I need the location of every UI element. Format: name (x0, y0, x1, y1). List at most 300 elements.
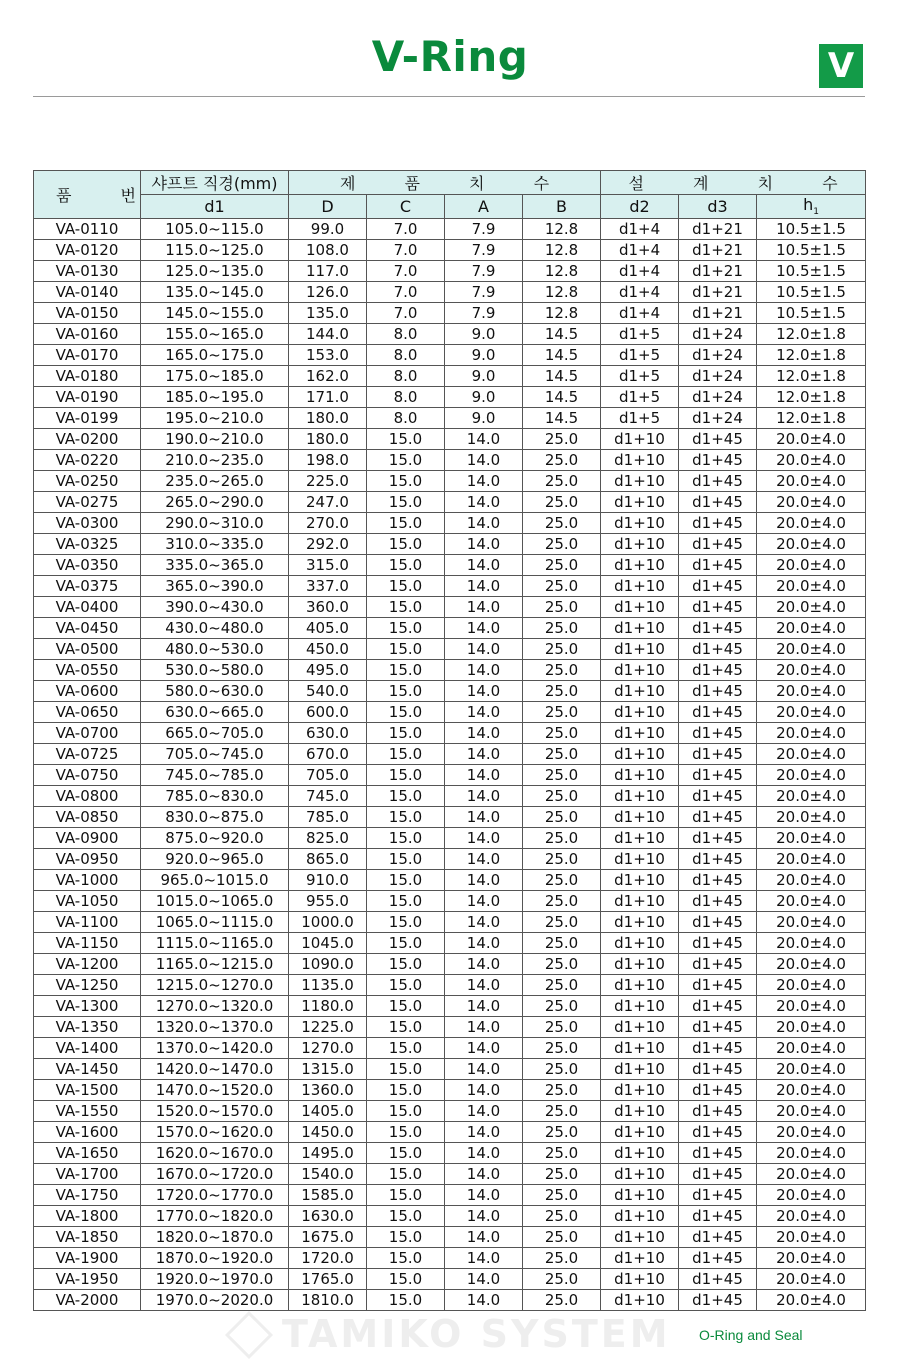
table-cell: 10.5±1.5 (757, 261, 866, 282)
table-cell: d1+10 (601, 639, 679, 660)
table-cell: 1520.0~1570.0 (141, 1101, 289, 1122)
table-cell: d1+24 (679, 387, 757, 408)
table-row (34, 471, 866, 492)
table-cell: 1765.0 (289, 1269, 367, 1290)
table-cell: d1+45 (679, 492, 757, 513)
table-cell: 1115.0~1165.0 (141, 933, 289, 954)
table-cell: d1+45 (679, 849, 757, 870)
table-cell: 310.0~335.0 (141, 534, 289, 555)
table-cell: 25.0 (523, 450, 601, 471)
brand-logo-icon: V (819, 44, 863, 88)
table-cell: d1+24 (679, 324, 757, 345)
table-cell: 1270.0~1320.0 (141, 996, 289, 1017)
table-cell: 7.9 (445, 282, 523, 303)
table-cell: d1+45 (679, 1164, 757, 1185)
table-cell: 25.0 (523, 597, 601, 618)
table-cell: 20.0±4.0 (757, 870, 866, 891)
table-cell: d1+10 (601, 954, 679, 975)
table-cell: 25.0 (523, 534, 601, 555)
table-cell: 25.0 (523, 1290, 601, 1311)
table-cell: 25.0 (523, 1080, 601, 1101)
table-cell: d1+24 (679, 408, 757, 429)
table-cell: 1065.0~1115.0 (141, 912, 289, 933)
header-D: D (289, 195, 367, 219)
table-cell: VA-0725 (34, 744, 141, 765)
table-cell: 20.0±4.0 (757, 576, 866, 597)
table-cell: 14.0 (445, 765, 523, 786)
table-cell: VA-1850 (34, 1227, 141, 1248)
table-row (34, 1038, 866, 1059)
table-row (34, 576, 866, 597)
table-cell: 20.0±4.0 (757, 660, 866, 681)
table-cell: 292.0 (289, 534, 367, 555)
table-cell: VA-1450 (34, 1059, 141, 1080)
table-row (34, 513, 866, 534)
table-cell: 7.0 (367, 303, 445, 324)
table-cell: 705.0 (289, 765, 367, 786)
table-cell: 14.0 (445, 639, 523, 660)
table-cell: 9.0 (445, 345, 523, 366)
table-cell: 1470.0~1520.0 (141, 1080, 289, 1101)
table-cell: 25.0 (523, 891, 601, 912)
table-cell: 630.0 (289, 723, 367, 744)
table-row (34, 429, 866, 450)
table-cell: 15.0 (367, 576, 445, 597)
table-cell: d1+45 (679, 1227, 757, 1248)
table-cell: 25.0 (523, 702, 601, 723)
table-cell: 14.0 (445, 576, 523, 597)
table-cell: 25.0 (523, 1206, 601, 1227)
table-cell: 20.0±4.0 (757, 912, 866, 933)
table-cell: VA-0350 (34, 555, 141, 576)
table-cell: VA-0199 (34, 408, 141, 429)
table-cell: 20.0±4.0 (757, 1185, 866, 1206)
table-cell: 25.0 (523, 1227, 601, 1248)
table-cell: d1+4 (601, 261, 679, 282)
table-row (34, 975, 866, 996)
table-row (34, 1143, 866, 1164)
table-cell: 180.0 (289, 429, 367, 450)
table-cell: d1+10 (601, 660, 679, 681)
table-cell: d1+45 (679, 807, 757, 828)
table-cell: 14.5 (523, 408, 601, 429)
table-cell: 920.0~965.0 (141, 849, 289, 870)
table-cell: d1+45 (679, 912, 757, 933)
table-cell: 25.0 (523, 492, 601, 513)
table-cell: VA-0130 (34, 261, 141, 282)
table-cell: 25.0 (523, 912, 601, 933)
table-cell: VA-0275 (34, 492, 141, 513)
table-cell: 1165.0~1215.0 (141, 954, 289, 975)
table-cell: 15.0 (367, 1290, 445, 1311)
table-cell: 25.0 (523, 1059, 601, 1080)
table-cell: VA-0140 (34, 282, 141, 303)
table-cell: 1370.0~1420.0 (141, 1038, 289, 1059)
table-cell: d1+21 (679, 219, 757, 240)
table-cell: d1+45 (679, 1122, 757, 1143)
table-cell: 14.0 (445, 1290, 523, 1311)
table-cell: d1+45 (679, 1080, 757, 1101)
table-cell: 20.0±4.0 (757, 891, 866, 912)
table-cell: 10.5±1.5 (757, 219, 866, 240)
table-cell: 540.0 (289, 681, 367, 702)
table-cell: 14.0 (445, 1164, 523, 1185)
table-cell: 14.0 (445, 660, 523, 681)
table-cell: VA-1650 (34, 1143, 141, 1164)
table-cell: 14.0 (445, 849, 523, 870)
table-cell: 14.0 (445, 1143, 523, 1164)
table-cell: 20.0±4.0 (757, 744, 866, 765)
table-cell: 9.0 (445, 387, 523, 408)
table-row (34, 492, 866, 513)
table-cell: VA-1950 (34, 1269, 141, 1290)
table-cell: d1+45 (679, 1143, 757, 1164)
table-cell: 745.0~785.0 (141, 765, 289, 786)
table-cell: 195.0~210.0 (141, 408, 289, 429)
table-cell: 14.0 (445, 597, 523, 618)
table-cell: 1495.0 (289, 1143, 367, 1164)
table-cell: 290.0~310.0 (141, 513, 289, 534)
table-cell: 1970.0~2020.0 (141, 1290, 289, 1311)
table-cell: VA-0190 (34, 387, 141, 408)
table-cell: d1+45 (679, 597, 757, 618)
table-cell: 210.0~235.0 (141, 450, 289, 471)
table-cell: 20.0±4.0 (757, 492, 866, 513)
table-cell: 25.0 (523, 513, 601, 534)
table-cell: 20.0±4.0 (757, 1101, 866, 1122)
table-cell: VA-2000 (34, 1290, 141, 1311)
table-cell: d1+10 (601, 1143, 679, 1164)
table-cell: 225.0 (289, 471, 367, 492)
table-row (34, 324, 866, 345)
table-cell: 20.0±4.0 (757, 807, 866, 828)
table-cell: 10.5±1.5 (757, 303, 866, 324)
table-cell: VA-1750 (34, 1185, 141, 1206)
table-cell: 105.0~115.0 (141, 219, 289, 240)
table-cell: 14.0 (445, 744, 523, 765)
table-cell: 20.0±4.0 (757, 1017, 866, 1038)
table-cell: 665.0~705.0 (141, 723, 289, 744)
table-cell: 12.8 (523, 240, 601, 261)
table-cell: 25.0 (523, 1269, 601, 1290)
table-row (34, 408, 866, 429)
table-cell: 15.0 (367, 1038, 445, 1059)
table-cell: 25.0 (523, 555, 601, 576)
table-cell: 7.9 (445, 219, 523, 240)
table-cell: VA-0150 (34, 303, 141, 324)
table-cell: 14.0 (445, 429, 523, 450)
table-cell: 14.0 (445, 450, 523, 471)
table-cell: 8.0 (367, 408, 445, 429)
table-cell: 337.0 (289, 576, 367, 597)
table-cell: d1+45 (679, 723, 757, 744)
title-divider (33, 96, 865, 97)
table-cell: d1+10 (601, 1080, 679, 1101)
table-cell: 25.0 (523, 681, 601, 702)
table-cell: 1540.0 (289, 1164, 367, 1185)
table-cell: VA-0800 (34, 786, 141, 807)
table-cell: 12.8 (523, 303, 601, 324)
table-cell: d1+45 (679, 555, 757, 576)
table-cell: 14.0 (445, 807, 523, 828)
table-cell: 1720.0 (289, 1248, 367, 1269)
spec-table-body (34, 219, 866, 1311)
table-cell: 25.0 (523, 807, 601, 828)
table-cell: 7.0 (367, 240, 445, 261)
table-cell: 365.0~390.0 (141, 576, 289, 597)
table-cell: 25.0 (523, 1185, 601, 1206)
table-cell: 115.0~125.0 (141, 240, 289, 261)
table-row (34, 660, 866, 681)
table-cell: 7.0 (367, 282, 445, 303)
table-cell: d1+4 (601, 240, 679, 261)
table-cell: 14.0 (445, 1269, 523, 1290)
table-cell: 153.0 (289, 345, 367, 366)
table-cell: d1+10 (601, 912, 679, 933)
table-cell: 14.5 (523, 324, 601, 345)
table-cell: d1+45 (679, 996, 757, 1017)
table-row (34, 303, 866, 324)
table-cell: 1225.0 (289, 1017, 367, 1038)
table-cell: 15.0 (367, 492, 445, 513)
table-cell: 20.0±4.0 (757, 954, 866, 975)
table-cell: 25.0 (523, 723, 601, 744)
table-cell: 190.0~210.0 (141, 429, 289, 450)
table-cell: 14.0 (445, 1122, 523, 1143)
table-cell: VA-1300 (34, 996, 141, 1017)
table-cell: d1+45 (679, 681, 757, 702)
header-shaft-diameter: 샤프트 직경(mm) (141, 171, 289, 195)
table-cell: 830.0~875.0 (141, 807, 289, 828)
table-cell: 20.0±4.0 (757, 1122, 866, 1143)
table-cell: VA-1600 (34, 1122, 141, 1143)
table-cell: 25.0 (523, 471, 601, 492)
table-cell: 185.0~195.0 (141, 387, 289, 408)
table-cell: 15.0 (367, 870, 445, 891)
table-cell: 910.0 (289, 870, 367, 891)
table-cell: 1670.0~1720.0 (141, 1164, 289, 1185)
table-cell: 1180.0 (289, 996, 367, 1017)
table-row (34, 282, 866, 303)
table-cell: 14.0 (445, 681, 523, 702)
table-cell: d1+45 (679, 534, 757, 555)
table-cell: 315.0 (289, 555, 367, 576)
table-row (34, 1269, 866, 1290)
table-cell: d1+45 (679, 639, 757, 660)
table-cell: 15.0 (367, 891, 445, 912)
table-cell: d1+45 (679, 765, 757, 786)
table-cell: 15.0 (367, 828, 445, 849)
table-cell: 15.0 (367, 597, 445, 618)
table-cell: 955.0 (289, 891, 367, 912)
table-cell: 20.0±4.0 (757, 555, 866, 576)
table-cell: 25.0 (523, 954, 601, 975)
table-cell: VA-0170 (34, 345, 141, 366)
table-cell: 1620.0~1670.0 (141, 1143, 289, 1164)
table-cell: 1585.0 (289, 1185, 367, 1206)
table-row (34, 828, 866, 849)
table-cell: VA-0300 (34, 513, 141, 534)
table-cell: VA-0700 (34, 723, 141, 744)
table-cell: d1+45 (679, 450, 757, 471)
table-cell: VA-1150 (34, 933, 141, 954)
table-cell: d1+10 (601, 1122, 679, 1143)
table-cell: 20.0±4.0 (757, 1248, 866, 1269)
table-cell: 390.0~430.0 (141, 597, 289, 618)
table-cell: 7.0 (367, 219, 445, 240)
table-row (34, 1206, 866, 1227)
table-row (34, 387, 866, 408)
table-cell: 15.0 (367, 912, 445, 933)
table-cell: 12.0±1.8 (757, 324, 866, 345)
table-cell: 1920.0~1970.0 (141, 1269, 289, 1290)
table-cell: d1+10 (601, 618, 679, 639)
table-cell: 15.0 (367, 723, 445, 744)
table-cell: VA-1800 (34, 1206, 141, 1227)
table-cell: d1+5 (601, 408, 679, 429)
table-cell: d1+4 (601, 219, 679, 240)
table-cell: 825.0 (289, 828, 367, 849)
table-cell: d1+45 (679, 828, 757, 849)
table-cell: 600.0 (289, 702, 367, 723)
table-cell: 1770.0~1820.0 (141, 1206, 289, 1227)
table-cell: 14.0 (445, 471, 523, 492)
table-row (34, 912, 866, 933)
table-row (34, 1248, 866, 1269)
table-cell: d1+45 (679, 1206, 757, 1227)
table-cell: 15.0 (367, 1122, 445, 1143)
table-cell: d1+10 (601, 555, 679, 576)
table-cell: 1000.0 (289, 912, 367, 933)
table-cell: 14.0 (445, 954, 523, 975)
table-cell: 25.0 (523, 933, 601, 954)
table-row (34, 807, 866, 828)
table-cell: d1+45 (679, 429, 757, 450)
table-cell: VA-1050 (34, 891, 141, 912)
table-row (34, 1017, 866, 1038)
table-cell: d1+45 (679, 513, 757, 534)
table-cell: 20.0±4.0 (757, 681, 866, 702)
table-cell: VA-1200 (34, 954, 141, 975)
table-cell: 10.5±1.5 (757, 240, 866, 261)
table-cell: 8.0 (367, 366, 445, 387)
table-cell: 25.0 (523, 1038, 601, 1059)
table-row (34, 618, 866, 639)
table-cell: 14.0 (445, 618, 523, 639)
watermark-text: TAMIKO SYSTEM (282, 1312, 671, 1356)
table-cell: 25.0 (523, 1143, 601, 1164)
table-cell: d1+10 (601, 1269, 679, 1290)
table-cell: 135.0~145.0 (141, 282, 289, 303)
table-cell: 20.0±4.0 (757, 786, 866, 807)
table-cell: 14.0 (445, 891, 523, 912)
table-cell: d1+10 (601, 1290, 679, 1311)
table-cell: 20.0±4.0 (757, 1269, 866, 1290)
page-title: V-Ring (371, 32, 529, 81)
table-cell: 14.0 (445, 828, 523, 849)
table-cell: 495.0 (289, 660, 367, 681)
table-cell: VA-1250 (34, 975, 141, 996)
table-cell: 12.8 (523, 261, 601, 282)
table-cell: 25.0 (523, 618, 601, 639)
table-cell: 1810.0 (289, 1290, 367, 1311)
table-cell: 162.0 (289, 366, 367, 387)
table-cell: d1+10 (601, 1101, 679, 1122)
table-cell: d1+5 (601, 345, 679, 366)
table-cell: 14.0 (445, 870, 523, 891)
table-cell: d1+10 (601, 429, 679, 450)
table-cell: 117.0 (289, 261, 367, 282)
table-cell: 1215.0~1270.0 (141, 975, 289, 996)
table-cell: 14.0 (445, 996, 523, 1017)
table-row (34, 933, 866, 954)
table-cell: 20.0±4.0 (757, 723, 866, 744)
table-row (34, 597, 866, 618)
table-cell: 20.0±4.0 (757, 1059, 866, 1080)
table-cell: d1+10 (601, 723, 679, 744)
table-cell: 20.0±4.0 (757, 639, 866, 660)
table-cell: 15.0 (367, 471, 445, 492)
table-cell: d1+45 (679, 1185, 757, 1206)
table-row (34, 366, 866, 387)
table-cell: 20.0±4.0 (757, 513, 866, 534)
table-cell: 25.0 (523, 744, 601, 765)
table-cell: 20.0±4.0 (757, 933, 866, 954)
table-cell: d1+45 (679, 1101, 757, 1122)
table-cell: 7.9 (445, 261, 523, 282)
table-cell: 125.0~135.0 (141, 261, 289, 282)
table-cell: 1570.0~1620.0 (141, 1122, 289, 1143)
table-cell: 15.0 (367, 618, 445, 639)
table-cell: VA-0900 (34, 828, 141, 849)
table-cell: VA-0400 (34, 597, 141, 618)
table-cell: 14.5 (523, 387, 601, 408)
table-cell: VA-0325 (34, 534, 141, 555)
table-cell: d1+10 (601, 765, 679, 786)
table-cell: 165.0~175.0 (141, 345, 289, 366)
header-C: C (367, 195, 445, 219)
table-cell: VA-0550 (34, 660, 141, 681)
table-cell: VA-1000 (34, 870, 141, 891)
table-cell: 12.8 (523, 282, 601, 303)
table-cell: 15.0 (367, 849, 445, 870)
table-cell: 25.0 (523, 786, 601, 807)
table-cell: VA-1350 (34, 1017, 141, 1038)
table-cell: 1320.0~1370.0 (141, 1017, 289, 1038)
table-cell: 15.0 (367, 1017, 445, 1038)
table-cell: VA-0120 (34, 240, 141, 261)
table-cell: 1135.0 (289, 975, 367, 996)
table-cell: 180.0 (289, 408, 367, 429)
table-cell: d1+10 (601, 702, 679, 723)
table-cell: VA-0450 (34, 618, 141, 639)
table-cell: 15.0 (367, 1101, 445, 1122)
table-cell: 20.0±4.0 (757, 1164, 866, 1185)
table-cell: 1315.0 (289, 1059, 367, 1080)
table-cell: 14.0 (445, 492, 523, 513)
table-cell: d1+45 (679, 975, 757, 996)
table-cell: 14.0 (445, 1059, 523, 1080)
table-cell: d1+45 (679, 618, 757, 639)
table-cell: d1+45 (679, 870, 757, 891)
table-cell: 14.0 (445, 1206, 523, 1227)
table-cell: d1+21 (679, 240, 757, 261)
table-cell: d1+5 (601, 366, 679, 387)
table-cell: 25.0 (523, 576, 601, 597)
table-cell: 15.0 (367, 1080, 445, 1101)
table-cell: d1+45 (679, 954, 757, 975)
table-cell: d1+4 (601, 303, 679, 324)
